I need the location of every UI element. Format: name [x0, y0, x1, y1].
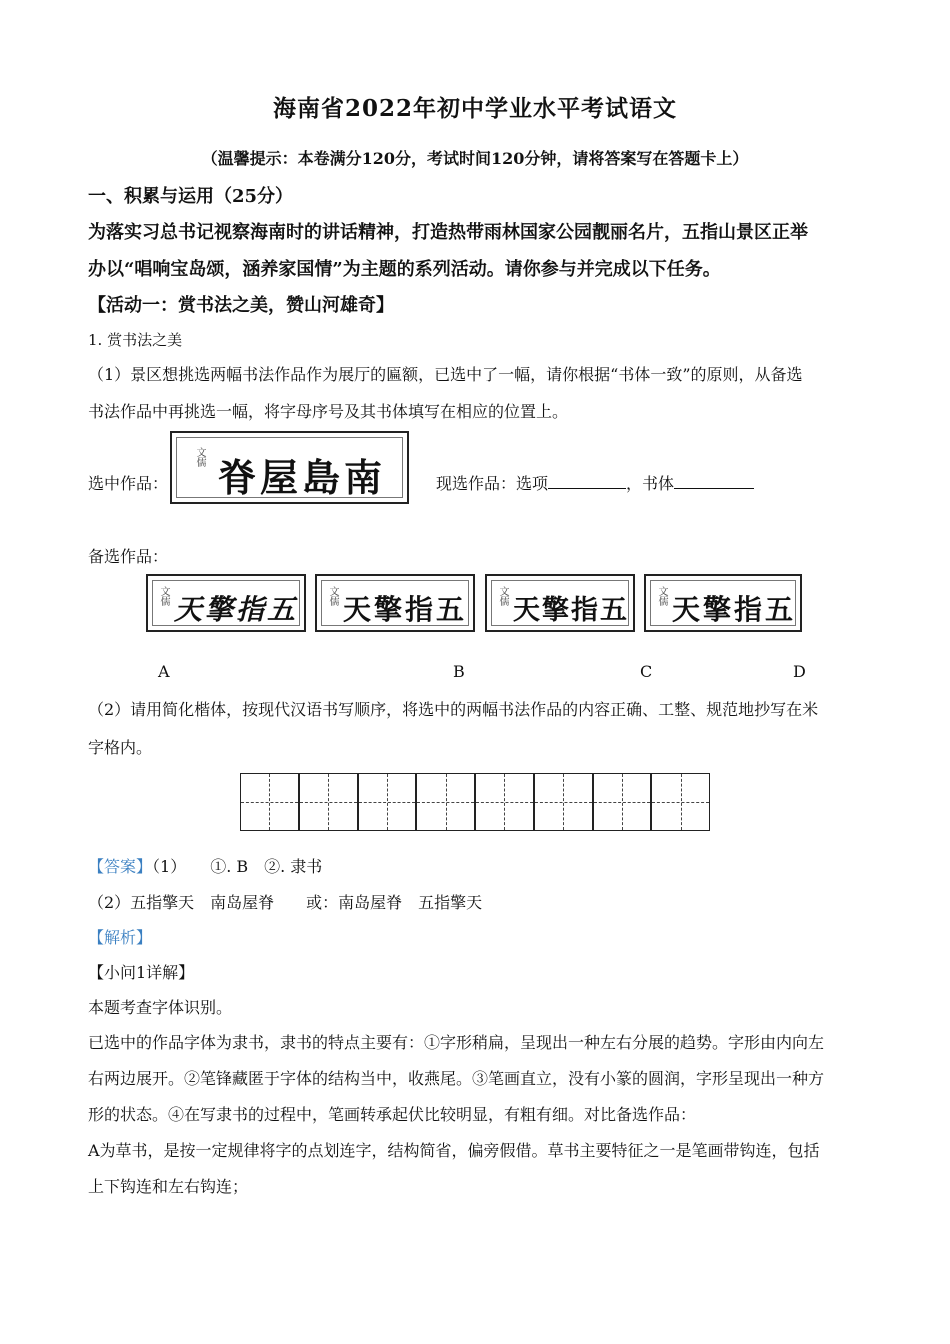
answer-label: 【答案】: [88, 857, 153, 876]
now-select-line: [436, 471, 754, 494]
analysis-label: 【解析】: [88, 928, 153, 947]
option-a-letter: A: [158, 662, 170, 681]
activity-heading: 【活动一：赏书法之美，赞山河雄奇】: [88, 295, 394, 316]
script-style-blank[interactable]: [674, 472, 754, 489]
body-line-3: 右两边展开。②笔锋藏匿于字体的结构当中，收燕尾。③笔画直立，没有小篆的圆润，字形呈现出一种方: [88, 1069, 825, 1088]
grid-cell[interactable]: [593, 773, 652, 831]
answer-2: （2）五指擎天 南岛屋脊 或：南岛屋脊 五指擎天: [88, 893, 483, 912]
calligraphy-text: 天擎指五: [174, 593, 299, 626]
grid-cell[interactable]: [534, 773, 593, 831]
calligraphy-text: 天擎指五: [513, 595, 629, 626]
intro-line-2: 办以“唱响宝岛颂，涵养家国情”为主题的系列活动。请你参与并完成以下任务。: [88, 259, 721, 280]
section-heading: 一、积累与运用（25分）: [88, 186, 294, 207]
question-1: 1. 赏书法之美: [88, 331, 183, 349]
answer-1: （1） ①. B ②. 隶书: [152, 857, 323, 876]
option-d-image: [644, 574, 802, 632]
selected-label: 选中作品：: [88, 474, 169, 493]
question-1-1-line-2: 书法作品中再挑选一幅，将字母序号及其书体填写在相应的位置上。: [88, 402, 569, 421]
body-line-1: 本题考查字体识别。: [88, 998, 233, 1017]
selected-calligraphy-image: [170, 431, 409, 504]
body-line-6: 上下钩连和左右钩连；: [88, 1177, 249, 1196]
grid-cell[interactable]: [299, 773, 358, 831]
option-c-letter: C: [640, 662, 653, 681]
mi-zi-grid: [240, 773, 710, 831]
question-1-1-line-1: （1）景区想挑选两幅书法作品作为展厅的匾额，已选中了一幅，请你根据“书体一致”的原则，从备选: [88, 365, 803, 384]
grid-cell[interactable]: [358, 773, 417, 831]
option-b-image: [315, 574, 475, 632]
now-select-prefix: 现选作品：选项: [436, 474, 549, 493]
option-d-letter: D: [793, 662, 806, 681]
calligraphy-text: 脊屋島南: [218, 455, 387, 500]
grid-cell[interactable]: [240, 773, 299, 831]
answer-line-1: [88, 854, 322, 877]
question-1-2-line-2: 字格内。: [88, 738, 153, 757]
intro-line-1: 为落实习总书记视察海南时的讲话精神，打造热带雨林国家公园靓丽名片，五指山景区正举: [88, 222, 808, 243]
detail-label: 【小问1详解】: [88, 963, 195, 982]
seal-mark: 文儒: [158, 586, 169, 606]
body-line-5: A为草书，是按一定规律将字的点划连字，结构简省，偏旁假借。草书主要特征之一是笔画带钩连，包括: [88, 1141, 820, 1160]
grid-cell[interactable]: [416, 773, 475, 831]
seal-mark: 文儒: [327, 586, 338, 606]
seal-mark: 文儒: [497, 586, 508, 606]
backup-label: 备选作品：: [88, 547, 169, 566]
exam-tip: （温馨提示：本卷满分120分，考试时间120分钟，请将答案写在答题卡上）: [201, 149, 749, 168]
page-title: 海南省2022年初中学业水平考试语文: [272, 95, 677, 122]
option-c-image: [485, 574, 635, 632]
seal-mark: 文儒: [656, 586, 667, 606]
question-1-2-line-1: （2）请用简化楷体，按现代汉语书写顺序，将选中的两幅书法作品的内容正确、工整、规范地抄写在米: [88, 700, 819, 719]
body-line-4: 形的状态。④在写隶书的过程中，笔画转承起伏比较明显，有粗有细。对比备选作品：: [88, 1105, 697, 1124]
option-blank[interactable]: [548, 472, 626, 489]
option-a-image: [146, 574, 306, 632]
option-b-letter: B: [453, 662, 465, 681]
seal-mark: 文儒: [194, 447, 205, 467]
calligraphy-text: 天擎指五: [672, 593, 797, 626]
now-select-middle: ，书体: [626, 474, 675, 493]
body-line-2: 已选中的作品字体为隶书，隶书的特点主要有：①字形稍扁，呈现出一种左右分展的趋势。字形由内向左: [88, 1033, 825, 1052]
grid-cell[interactable]: [475, 773, 534, 831]
grid-cell[interactable]: [651, 773, 710, 831]
calligraphy-text: 天擎指五: [343, 593, 468, 626]
